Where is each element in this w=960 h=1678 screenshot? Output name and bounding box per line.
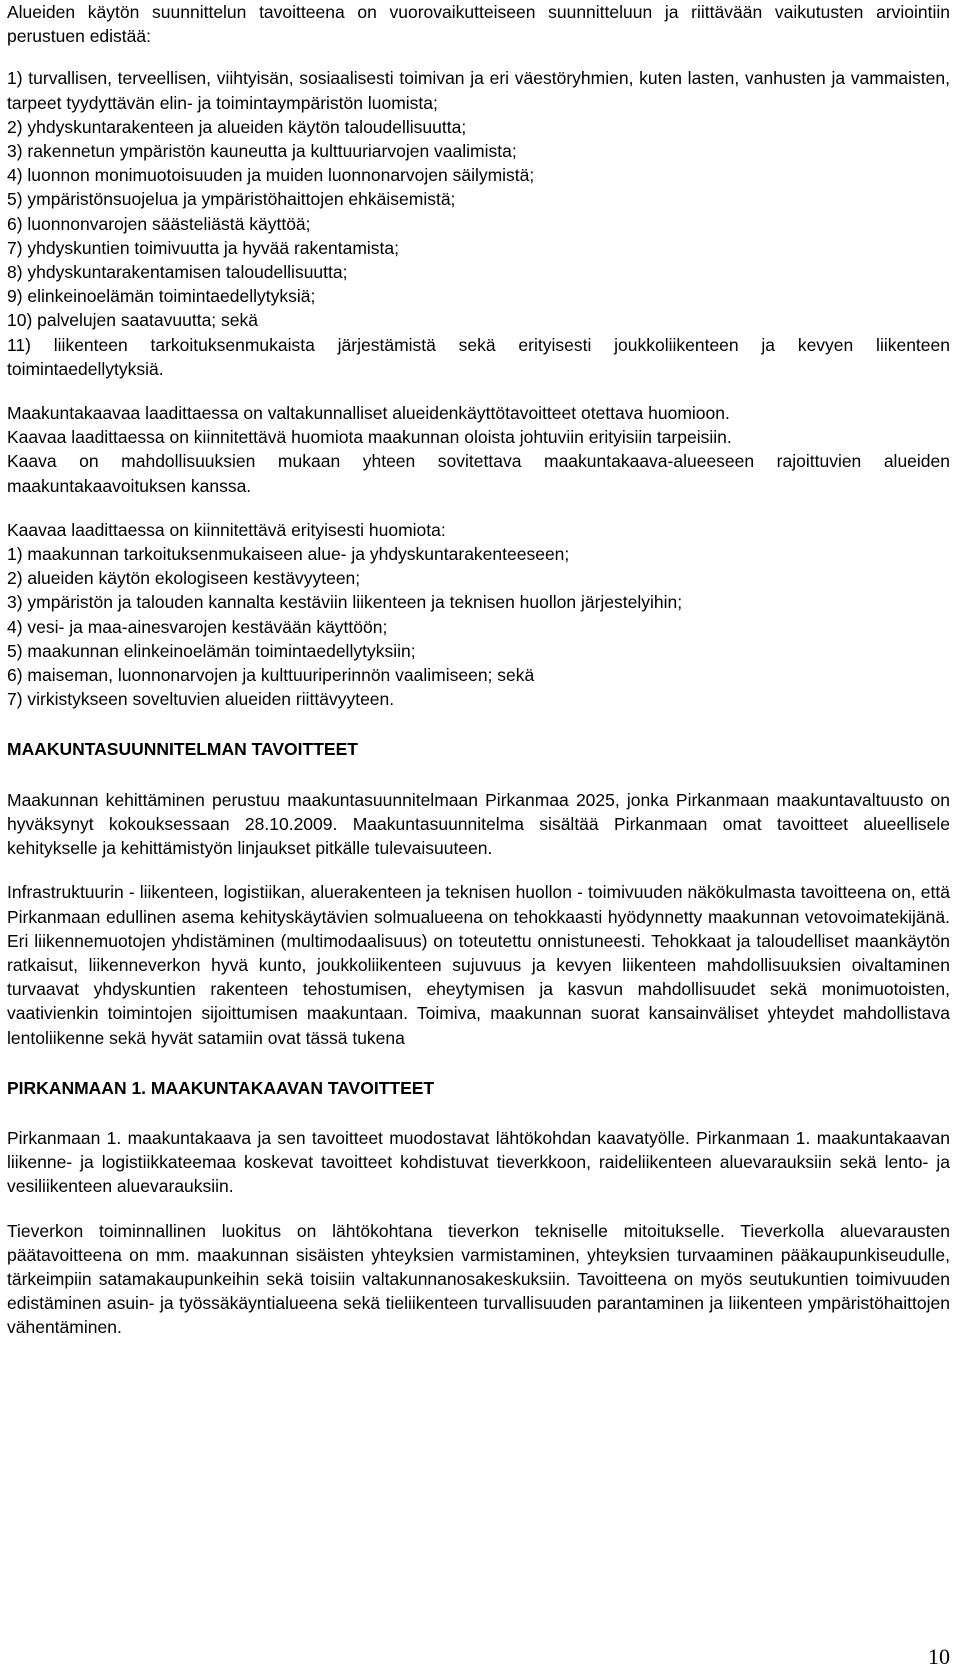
section1-list [7,66,950,381]
paragraph-line: Maakuntakaavaa laadittaessa on valtakunnalliset alueidenkäyttötavoitteet otettava huomioon. [7,403,730,424]
page-number: 10 [928,1644,950,1669]
section3-intro: Kaavaa laadittaessa on kiinnitettävä erityisesti huomiota: [7,519,446,540]
section3-list [7,542,950,711]
list-item: 1) turvallisen, terveellisen, viihtyisän, sosiaalisesti toimivan ja eri väestöryhmien, kuten lasten, vanhusten ja vammaisten, tarpeet tyydyttävän elin- ja toimintaympäristön luomista; [7,68,950,113]
section1-intro: Alueiden käytön suunnittelun tavoitteena on vuorovaikutteiseen suunnitteluun ja riittävään vaikutusten arviointiin perustuen edistää: [7,2,950,47]
page-content [7,0,950,1340]
list-item: 5) ympäristönsuojelua ja ympäristöhaittojen ehkäisemistä; [7,189,456,210]
paragraph: Infrastruktuurin - liikenteen, logistiikan, aluerakenteen ja teknisen huollon - toimivuuden näkökulmasta tavoitteena on, että Pirkanmaan edullinen asema kehityskäytävien solmualueena on tehokkaasti hyödynnetty maakunnan vetovoimatekijänä. Eri liikennemuotojen yhdistäminen (multimodaalisuus) on toteutettu onnistuneesti. Tehokkaat ja taloudelliset maankäytön ratkaisut, liikenneverkon hyvä kunto, joukkoliikenteen sujuvuus ja kevyen liikenteen mahdollisuuksien oivaltaminen turvaavat yhdyskuntien rakenteen tehostumisen, eheytymisen ja kasvun mahdollisuudet sekä monimuotoisten, vaativienkin toimintojen sijoittumisen maakuntaan. Toimiva, maakunnan suorat kansainväliset yhteydet mahdollistava lentoliikenne sekä hyvät satamiin ovat tässä tukena [7,882,950,1048]
list-item: 2) alueiden käytön ekologiseen kestävyyteen; [7,568,361,589]
list-item: 7) yhdyskuntien toimivuutta ja hyvää rakentamista; [7,237,399,258]
paragraph-line: Kaava on mahdollisuuksien mukaan yhteen sovitettava maakuntakaava-alueeseen rajoittuvien alueiden maakuntakaavoituksen kanssa. [7,451,950,496]
list-item: 8) yhdyskuntarakentamisen taloudellisuutta; [7,262,348,283]
list-item: 5) maakunnan elinkeinoelämän toimintaedellytyksiin; [7,640,416,661]
list-item: 6) luonnonvarojen säästeliästä käyttöä; [7,213,311,234]
list-item: 4) luonnon monimuotoisuuden ja muiden luonnonarvojen säilymistä; [7,165,535,186]
list-item: 2) yhdyskuntarakenteen ja alueiden käytön taloudellisuutta; [7,116,467,137]
list-item: 4) vesi- ja maa-ainesvarojen kestävään käyttöön; [7,616,388,637]
paragraph: Maakunnan kehittäminen perustuu maakuntasuunnitelmaan Pirkanmaa 2025, jonka Pirkanmaan maakuntavaltuusto on hyväksynyt kokouksessaan 28.10.2009. Maakuntasuunnitelma sisältää Pirkanmaan omat tavoitteet alueellisele kehitykselle ja kehittämistyön linjaukset pitkälle tulevaisuuteen. [7,789,950,859]
list-item: 9) elinkeinoelämän toimintaedellytyksiä; [7,286,316,307]
list-item: 11) liikenteen tarkoituksenmukaista järjestämistä sekä erityisesti joukkoliikenteen ja kevyen liikenteen toimintaedellytyksiä. [7,334,950,379]
list-item: 3) ympäristön ja talouden kannalta kestäviin liikenteen ja teknisen huollon järjestelyihin; [7,592,683,613]
section-heading: PIRKANMAAN 1. MAAKUNTAKAAVAN TAVOITTEET [7,1077,435,1098]
list-item: 7) virkistykseen soveltuvien alueiden riittävyyteen. [7,689,395,710]
section2-paragraph [7,401,950,498]
paragraph: Pirkanmaan 1. maakuntakaava ja sen tavoitteet muodostavat lähtökohdan kaavatyölle. Pirkanmaan 1. maakuntakaavan liikenne- ja logistiikkateemaa koskevat tavoitteet kohdistuvat tieverkkoon, raideliikenteen aluevarauksiin sekä lento- ja vesiliikenteen aluevarauksiin. [7,1127,950,1197]
list-item: 1) maakunnan tarkoituksenmukaiseen alue- ja yhdyskuntarakenteeseen; [7,544,570,565]
list-item: 3) rakennetun ympäristön kauneutta ja kulttuuriarvojen vaalimista; [7,141,517,162]
section-heading: MAAKUNTASUUNNITELMAN TAVOITTEET [7,739,358,760]
list-item: 10) palvelujen saatavuutta; sekä [7,310,258,331]
list-item: 6) maiseman, luonnonarvojen ja kulttuuriperinnön vaalimiseen; sekä [7,665,535,686]
paragraph: Tieverkon toiminnallinen luokitus on lähtökohtana tieverkon tekniselle mitoitukselle. Tieverkolla aluevarausten päätavoitteena on mm. maakunnan sisäisten yhteyksien varmistaminen, yhteyksien turvaaminen pääkaupunkiseudulle, tärkeimpiin satamakaupunkeihin sekä toisiin valtakunnanosakeskuksiin. Tavoitteena on myös seutukuntien toimivuuden edistäminen asuin- ja työssäkäyntialueena sekä tieliikenteen turvallisuuden parantaminen ja liikenteen ympäristöhaittojen vähentäminen. [7,1220,950,1338]
paragraph-line: Kaavaa laadittaessa on kiinnitettävä huomiota maakunnan oloista johtuviin erityisiin tarpeisiin. [7,427,732,448]
